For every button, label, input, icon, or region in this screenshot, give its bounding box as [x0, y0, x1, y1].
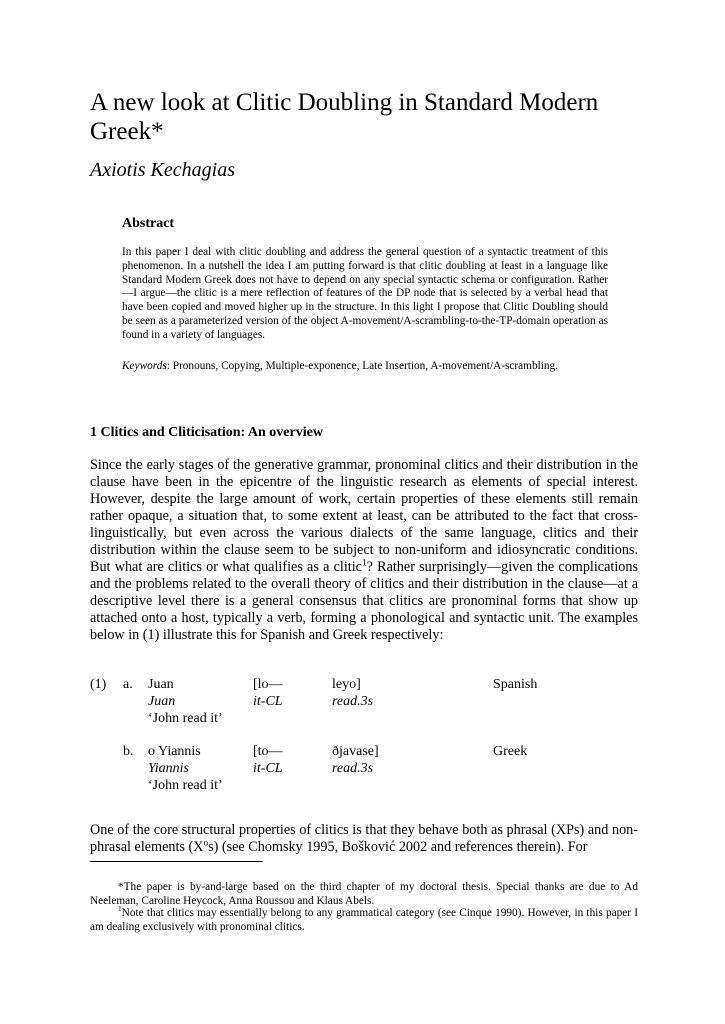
example-a-translation: ‘John read it’ — [148, 711, 223, 726]
example-b-language: Greek — [493, 744, 528, 759]
abstract-text: In this paper I deal with clitic doubling and address the general question of a syntactic treatment of this phenomenon. In a nutshell the idea I am putting forward is that clitic doubling at least in a language like Standard Modern Greek does not have to depend on any special syntactic schema or configuration. Rather—I argue—the clitic is a mere reflection of features of the DP node that is selected by a verbal head that have been copied and moved higher up in the structure. In this light I propose that Clitic Doubling should be seen as a parameterized version of the object A-movement/A-scrambling-to-the-TP-domain operation as found in a variety of languages. — [122, 246, 608, 341]
author-name: Axiotis Kechagias — [90, 159, 235, 181]
example-b-word-3: ðjavase] — [332, 744, 379, 759]
paper-title: A new look at Clitic Doubling in Standard Modern Greek* — [90, 89, 599, 145]
section-heading: 1 Clitics and Cliticisation: An overview — [90, 425, 323, 440]
example-b-letter: b. — [123, 744, 134, 759]
paragraph-text: One of the core structural properties of clitics is that they behave both as phrasal (XPs) and non-phrasal elements (X — [90, 822, 638, 855]
example-a-language: Spanish — [493, 677, 538, 692]
example-a-word-2: [lo— — [253, 677, 283, 692]
example-a-gloss-2: it-CL — [253, 694, 283, 709]
footnote-separator — [90, 861, 263, 862]
example-b-gloss-1: Yiannis — [148, 761, 189, 776]
example-b-gloss-2: it-CL — [253, 761, 283, 776]
paragraph-text: s) (see Chomsky 1995, Bošković 2002 and references therein). For — [208, 839, 588, 855]
keywords-label: Keywords — [122, 360, 167, 372]
abstract-heading: Abstract — [122, 216, 175, 231]
example-b-word-2: [to— — [253, 744, 283, 759]
paragraph-text: Since the early stages of the generative grammar, pronominal clitics and their distribution in the clause have been in the epicentre of the linguistic research as elements of special interest. However, despite the large amount of work, certain properties of these elements still remain rather opaque, a situation that, to some extent at least, can be attributed to the fact that cross-linguistically, but even across the various dialects of the same language, clitics and their distribution within the clause seem to be subject to non-uniform and idiosyncratic conditions. But what are clitics or what qualifies as a clitic — [90, 457, 638, 575]
body-paragraph-2 — [90, 822, 638, 856]
keywords-line — [122, 359, 622, 373]
example-b-translation: ‘John read it’ — [148, 778, 223, 793]
example-b-word-1: o Yiannis — [148, 744, 201, 759]
footnote-star: *The paper is by-and-large based on the third chapter of my doctoral thesis. Special thanks are due to Ad Neeleman, Caroline Heycock, Anna Roussou and Klaus Abels. — [90, 881, 638, 907]
footnote-ref[interactable]: 1 — [361, 557, 367, 568]
footnote-1-mark: 1 — [118, 904, 122, 914]
example-a-letter: a. — [123, 677, 133, 692]
superscript-o: o — [203, 837, 209, 848]
paragraph-text: ? Rather surprisingly—given the complications and the problems related to the overall theory of clitics and their distribution in the clause—at a descriptive level there is a general consensus that clitics are pronominal forms that show up attached onto a host, typically a verb, forming a phonological and syntactic unit. The examples below in (1) illustrate this for Spanish and Greek respectively: — [90, 559, 638, 643]
example-a-word-3: leyo] — [332, 677, 361, 692]
example-b-gloss-3: read.3s — [332, 761, 374, 776]
example-a-gloss-1: Juan — [148, 694, 176, 709]
footnote-1-text: Note that clitics may essentially belong to any grammatical category (see Cinque 1990). However, in this paper I am dealing exclusively with pronominal clitics. — [90, 907, 638, 933]
body-paragraph-1 — [90, 457, 638, 644]
keywords-list: : Pronouns, Copying, Multiple-exponence, Late Insertion, A-movement/A-scrambling. — [166, 360, 559, 372]
example-a-word-1: Juan — [148, 677, 174, 692]
example-a-gloss-3: read.3s — [332, 694, 374, 709]
example-number: (1) — [90, 677, 107, 692]
footnote-1 — [90, 904, 638, 934]
